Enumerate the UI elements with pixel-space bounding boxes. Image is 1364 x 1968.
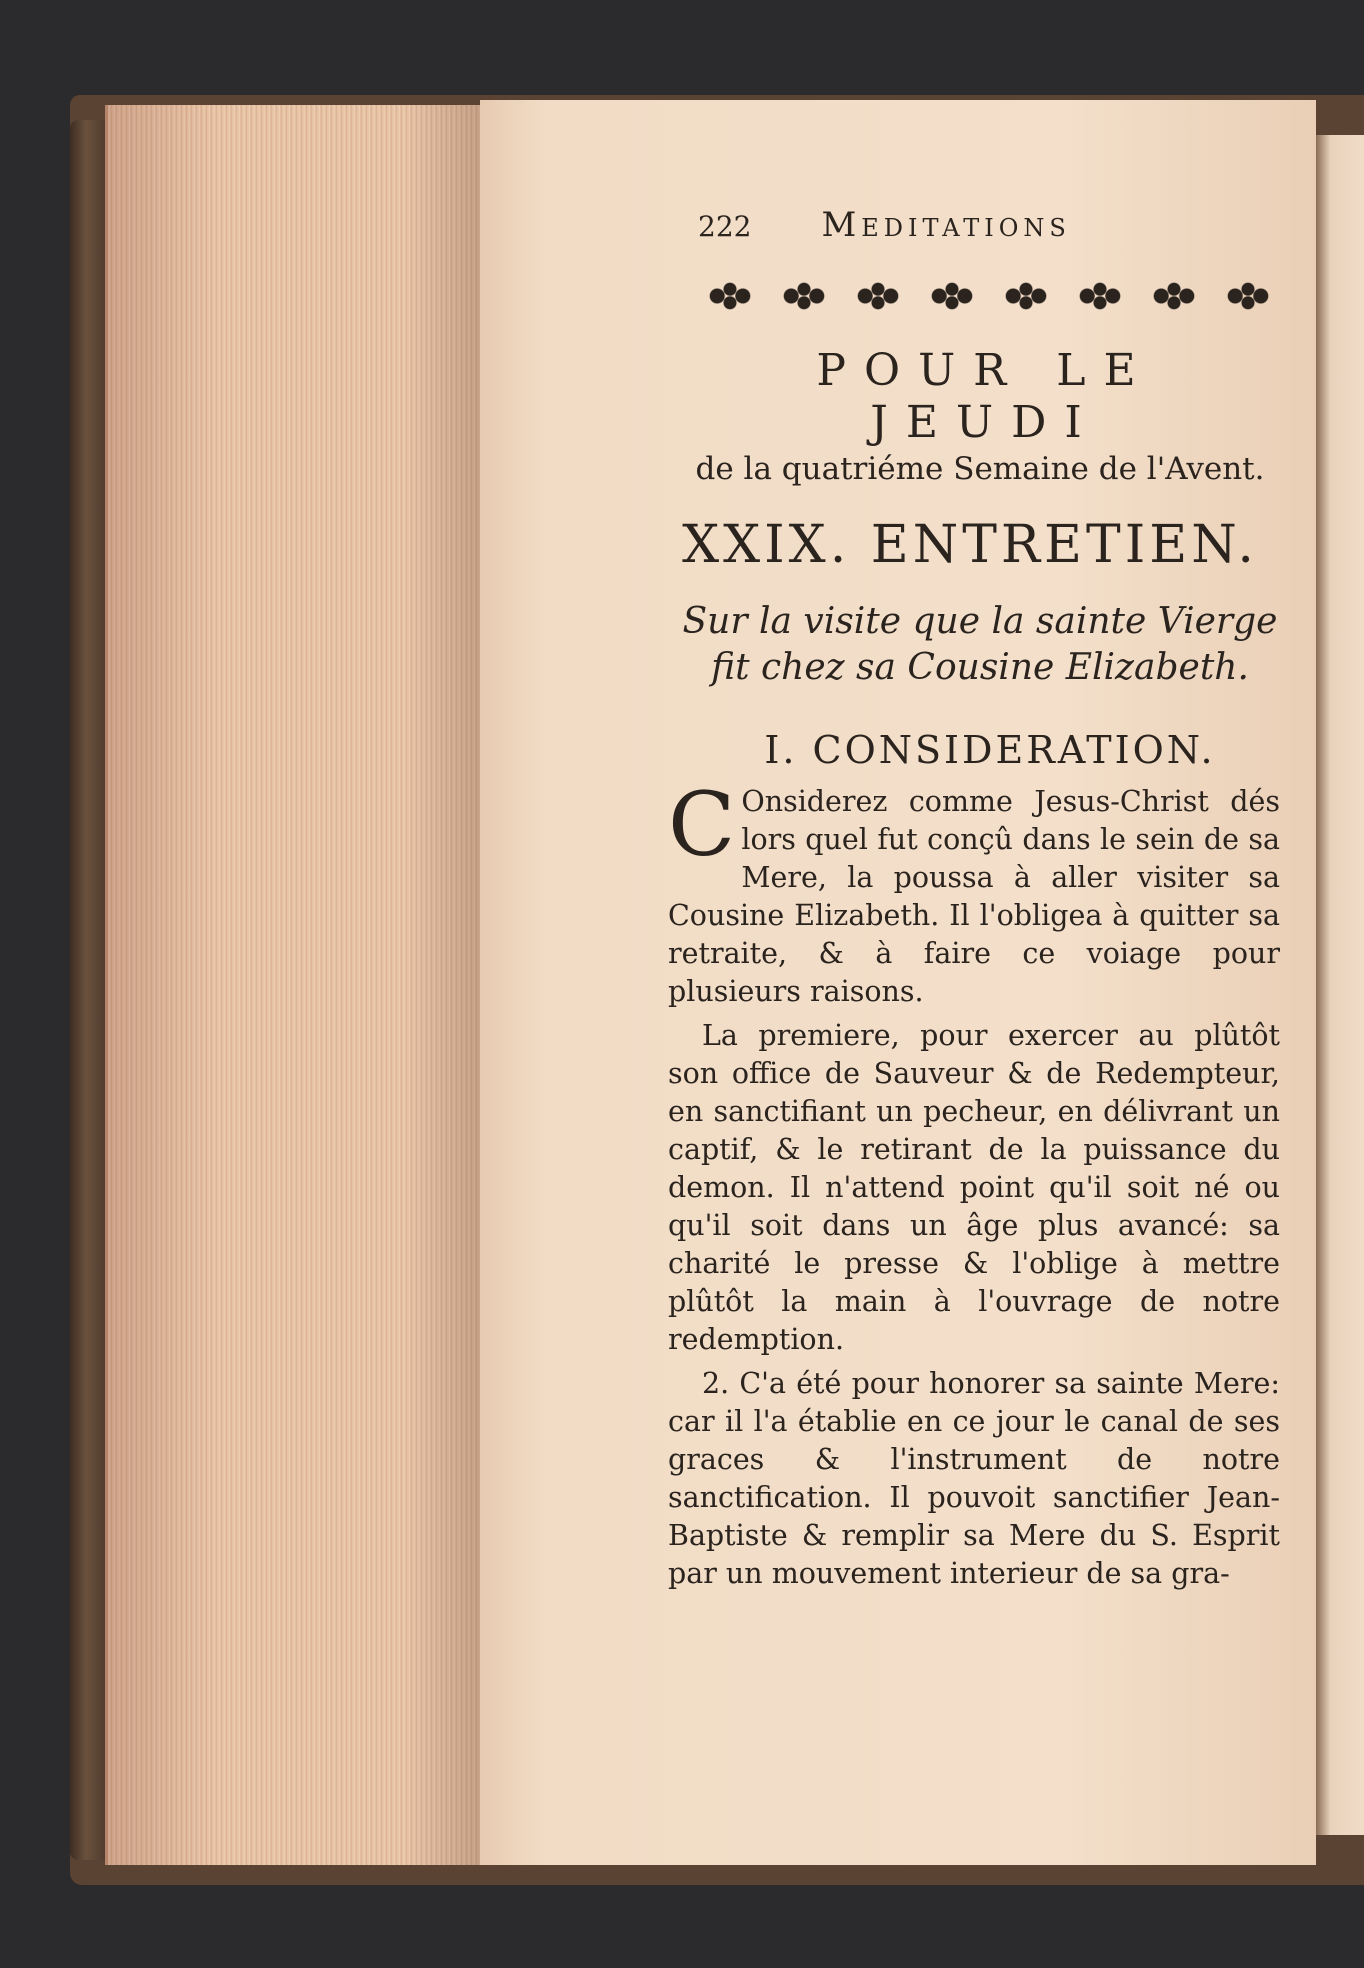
page-header xyxy=(660,205,1280,259)
page-text xyxy=(660,205,1280,1593)
page-edges-shade xyxy=(105,105,480,1865)
ornament-band xyxy=(698,277,1280,315)
entretien-heading: XXIX. ENTRETIEN. xyxy=(682,515,1258,575)
ornament-icon xyxy=(772,279,836,313)
page-number: 222 xyxy=(698,210,752,243)
day-title: POUR LE JEUDI xyxy=(816,345,1154,448)
ornament-icon xyxy=(994,279,1058,313)
running-title: Meditations xyxy=(821,205,1071,245)
drop-cap: C xyxy=(668,773,736,876)
paragraph-1 xyxy=(668,773,1280,1011)
ornament-icon xyxy=(846,279,910,313)
book-spine xyxy=(70,120,110,1860)
ornament-icon xyxy=(920,279,984,313)
paragraph-2: La premiere, pour exercer au plûtôt son office de Sauveur & de Redempteur, en sanctifiant un pecheur, en délivrant un captif, & le retirant de la puissance du demon. Il n'attend point qu'il soit né ou qu'il soit dans un âge plus avancé: sa charité le presse & l'oblige à mettre plûtôt la main à l'ouvrage de notre redemption. xyxy=(668,1019,1280,1356)
paragraph-3: 2. C'a été pour honorer sa sainte Mere: car il l'a établie en ce jour le canal de ses graces & l'instrument de notre sanctification. Il pouvoit sanctifier Jean-Baptiste & remplir sa Mere du S. Esprit par un mouvement interieur de sa gra- xyxy=(668,1367,1280,1590)
ornament-icon xyxy=(1068,279,1132,313)
consideration-heading: I. CONSIDERATION. xyxy=(764,728,1216,772)
ornament-icon xyxy=(1216,279,1280,313)
day-subtitle: de la quatriéme Semaine de l'Avent. xyxy=(695,451,1265,487)
subject-line: Sur la visite que la sainte Vierge fit chez sa Cousine Elizabeth. xyxy=(682,601,1278,688)
paragraph-1-text: Onsiderez comme Jesus-Christ dés lors quel fut conçû dans le sein de sa Mere, la poussa à aller visiter sa Cousine Elizabeth. Il l'obligea à quitter sa retraite, & à faire ce voiage pour plusieurs raisons. xyxy=(668,785,1280,1008)
facing-page-edge xyxy=(1316,135,1364,1835)
ornament-icon xyxy=(698,279,762,313)
ornament-icon xyxy=(1142,279,1206,313)
